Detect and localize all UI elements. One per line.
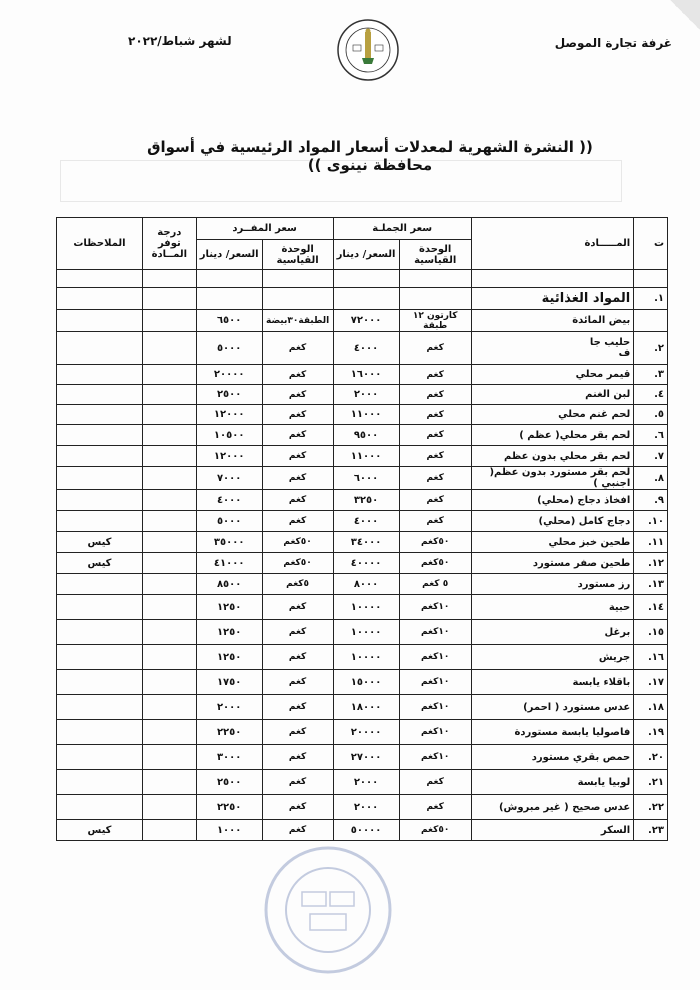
row-item-name: دجاج كامل (محلي) xyxy=(471,511,633,532)
row-retail-unit: الطبقة٣٠بيضة xyxy=(262,310,333,332)
row-note: كيس xyxy=(57,553,143,574)
table-row xyxy=(57,770,668,795)
row-num: .١٨ xyxy=(634,695,668,720)
header-retail-unit: الوحدة القياسية xyxy=(262,240,333,270)
row-note xyxy=(57,446,143,467)
row-wholesale-unit: ١٠كغم xyxy=(399,645,471,670)
row-num: .٢٠ xyxy=(634,745,668,770)
row-num: .٢٣ xyxy=(634,820,668,841)
row-note xyxy=(57,574,143,595)
row-availability xyxy=(142,770,196,795)
row-wholesale-unit: ١٠كغم xyxy=(399,620,471,645)
row-num: .٧ xyxy=(634,446,668,467)
header-notes: الملاحظات xyxy=(57,218,143,270)
row-note xyxy=(57,385,143,405)
row-availability xyxy=(142,820,196,841)
chamber-logo xyxy=(336,18,400,82)
row-wholesale-unit: كغم xyxy=(399,425,471,446)
table-row xyxy=(57,670,668,695)
row-retail-price: ٢٢٥٠ xyxy=(196,720,262,745)
row-note xyxy=(57,310,143,332)
row-wholesale-unit: كارتون ١٢ طبقة xyxy=(399,310,471,332)
price-table xyxy=(56,217,668,841)
row-wholesale-unit: ١٠كغم xyxy=(399,595,471,620)
row-retail-price: ٧٠٠٠ xyxy=(196,467,262,490)
row-availability xyxy=(142,695,196,720)
row-item-name: حبية xyxy=(471,595,633,620)
row-retail-price: ١٧٥٠ xyxy=(196,670,262,695)
row-retail-unit: ٥٠كغم xyxy=(262,553,333,574)
row-retail-price: ٢٠٠٠٠ xyxy=(196,365,262,385)
table-row xyxy=(57,490,668,511)
row-retail-price: ١٠٠٠ xyxy=(196,820,262,841)
row-item-name: لحم بقر محلي بدون عظم xyxy=(471,446,633,467)
row-retail-price: ٨٥٠٠ xyxy=(196,574,262,595)
row-note xyxy=(57,511,143,532)
row-retail-price: ٢٥٠٠ xyxy=(196,770,262,795)
row-note xyxy=(57,405,143,425)
table-row xyxy=(57,645,668,670)
table-row xyxy=(57,405,668,425)
table-row xyxy=(57,620,668,645)
row-wholesale-price: ١٠٠٠٠ xyxy=(333,595,399,620)
row-retail-unit: كغم xyxy=(262,332,333,365)
row-num: .٢٢ xyxy=(634,795,668,820)
row-retail-unit: كغم xyxy=(262,511,333,532)
table-row xyxy=(57,446,668,467)
row-availability xyxy=(142,620,196,645)
table-row xyxy=(57,365,668,385)
row-wholesale-unit: كغم xyxy=(399,332,471,365)
row-retail-price: ٦٥٠٠ xyxy=(196,310,262,332)
row-wholesale-unit: كغم xyxy=(399,405,471,425)
row-availability xyxy=(142,595,196,620)
row-wholesale-price: ٥٠٠٠٠ xyxy=(333,820,399,841)
row-wholesale-price: ٢٠٠٠ xyxy=(333,770,399,795)
row-wholesale-unit: ١٠كغم xyxy=(399,745,471,770)
bulletin-title: (( النشرة الشهرية لمعدلات أسعار المواد الرئيسية في أسواق محافظة نينوى )) xyxy=(147,138,593,174)
table-row xyxy=(57,695,668,720)
header-num: ت xyxy=(634,218,668,270)
row-availability xyxy=(142,645,196,670)
row-note xyxy=(57,332,143,365)
row-wholesale-price: ١٠٠٠٠ xyxy=(333,620,399,645)
row-num: .١٧ xyxy=(634,670,668,695)
row-retail-price: ١٢٠٠٠ xyxy=(196,446,262,467)
row-num: .١٢ xyxy=(634,553,668,574)
row-retail-price: ١٢٥٠ xyxy=(196,645,262,670)
row-availability xyxy=(142,745,196,770)
row-note xyxy=(57,425,143,446)
row-item-name: عدس صحيح ( غير مبروش) xyxy=(471,795,633,820)
row-note xyxy=(57,745,143,770)
row-wholesale-price: ١٦٠٠٠ xyxy=(333,365,399,385)
table-row xyxy=(57,425,668,446)
row-num: .١١ xyxy=(634,532,668,553)
row-num: .٢١ xyxy=(634,770,668,795)
row-retail-unit: كغم xyxy=(262,467,333,490)
row-wholesale-price: ٨٠٠٠ xyxy=(333,574,399,595)
row-wholesale-unit: ٥٠كغم xyxy=(399,820,471,841)
row-num: .٩ xyxy=(634,490,668,511)
row-wholesale-unit: كغم xyxy=(399,795,471,820)
row-note xyxy=(57,670,143,695)
row-retail-price: ١٢٥٠ xyxy=(196,620,262,645)
row-item-name: جريش xyxy=(471,645,633,670)
row-wholesale-unit: ٥٠كغم xyxy=(399,553,471,574)
row-note: كيس xyxy=(57,820,143,841)
row-wholesale-price: ١١٠٠٠ xyxy=(333,405,399,425)
row-wholesale-price: ٢٠٠٠٠ xyxy=(333,720,399,745)
row-retail-price: ٢٢٥٠ xyxy=(196,795,262,820)
row-num: .٥ xyxy=(634,405,668,425)
row-item-name: لوبيا يابسة xyxy=(471,770,633,795)
row-wholesale-unit: ١٠كغم xyxy=(399,695,471,720)
row-item-name: بيض المائدة xyxy=(471,310,633,332)
table-row xyxy=(57,595,668,620)
row-note xyxy=(57,695,143,720)
table-row xyxy=(57,385,668,405)
row-retail-unit: كغم xyxy=(262,620,333,645)
row-wholesale-unit: كغم xyxy=(399,511,471,532)
row-retail-unit: كغم xyxy=(262,820,333,841)
row-availability xyxy=(142,405,196,425)
row-note xyxy=(57,720,143,745)
header-retail: سعر المفــرد xyxy=(196,218,333,240)
row-wholesale-price: ٤٠٠٠٠ xyxy=(333,553,399,574)
section-label: المواد الغذائية xyxy=(471,288,633,310)
row-retail-price: ١٠٥٠٠ xyxy=(196,425,262,446)
header-availability: درجة توفر المــادة xyxy=(142,218,196,270)
row-num: .٤ xyxy=(634,385,668,405)
table-row xyxy=(57,795,668,820)
month-label: لشهر شباط/٢٠٢٢ xyxy=(128,34,232,48)
row-retail-unit: كغم xyxy=(262,670,333,695)
chamber-stamp xyxy=(262,844,394,976)
row-availability xyxy=(142,795,196,820)
row-retail-price: ٤١٠٠٠ xyxy=(196,553,262,574)
row-item-name: فاصوليا يابسة مستوردة xyxy=(471,720,633,745)
row-retail-unit: كغم xyxy=(262,595,333,620)
header-wholesale-price: السعر/ دينار xyxy=(333,240,399,270)
table-row xyxy=(57,574,668,595)
row-retail-price: ٥٠٠٠ xyxy=(196,511,262,532)
row-wholesale-price: ٢٧٠٠٠ xyxy=(333,745,399,770)
row-item-name: السكر xyxy=(471,820,633,841)
row-wholesale-unit: ١٠كغم xyxy=(399,670,471,695)
row-num: .٨ xyxy=(634,467,668,490)
row-item-name: طحين خبز محلي xyxy=(471,532,633,553)
row-note xyxy=(57,365,143,385)
row-retail-unit: كغم xyxy=(262,490,333,511)
row-wholesale-price: ٤٠٠٠ xyxy=(333,511,399,532)
row-availability xyxy=(142,511,196,532)
row-note xyxy=(57,645,143,670)
row-wholesale-price: ١١٠٠٠ xyxy=(333,446,399,467)
row-wholesale-price: ٩٥٠٠ xyxy=(333,425,399,446)
row-wholesale-unit: كغم xyxy=(399,467,471,490)
row-wholesale-unit: ٥٠كغم xyxy=(399,532,471,553)
row-wholesale-price: ٣٢٥٠ xyxy=(333,490,399,511)
row-item-name: برغل xyxy=(471,620,633,645)
row-item-name: حمص بقري مستورد xyxy=(471,745,633,770)
row-wholesale-price: ٤٠٠٠ xyxy=(333,332,399,365)
row-note: كيس xyxy=(57,532,143,553)
row-note xyxy=(57,620,143,645)
row-availability xyxy=(142,446,196,467)
row-wholesale-price: ١٨٠٠٠ xyxy=(333,695,399,720)
row-item-name: افخاذ دجاج (محلي) xyxy=(471,490,633,511)
row-item-name: رز مستورد xyxy=(471,574,633,595)
row-availability xyxy=(142,332,196,365)
row-retail-price: ٣٥٠٠٠ xyxy=(196,532,262,553)
row-availability xyxy=(142,425,196,446)
row-item-name: قيمر محلي xyxy=(471,365,633,385)
row-availability xyxy=(142,385,196,405)
row-availability xyxy=(142,310,196,332)
row-retail-unit: كغم xyxy=(262,695,333,720)
row-num: .١٣ xyxy=(634,574,668,595)
row-item-name: طحين صفر مستورد xyxy=(471,553,633,574)
row-note xyxy=(57,490,143,511)
row-wholesale-unit: كغم xyxy=(399,770,471,795)
row-retail-unit: كغم xyxy=(262,745,333,770)
row-wholesale-unit: كغم xyxy=(399,385,471,405)
row-retail-unit: كغم xyxy=(262,365,333,385)
row-wholesale-unit: ١٠كغم xyxy=(399,720,471,745)
row-item-name: لحم بقر مستورد بدون عظم( اجنبي ) xyxy=(471,467,633,490)
row-item-name: عدس مستورد ( احمر) xyxy=(471,695,633,720)
row-note xyxy=(57,770,143,795)
row-wholesale-price: ١٠٠٠٠ xyxy=(333,645,399,670)
row-availability xyxy=(142,670,196,695)
row-wholesale-price: ٢٠٠٠ xyxy=(333,795,399,820)
row-wholesale-price: ٦٠٠٠ xyxy=(333,467,399,490)
row-num: .١٤ xyxy=(634,595,668,620)
row-retail-price: ٥٠٠٠ xyxy=(196,332,262,365)
row-retail-unit: ٥٠كغم xyxy=(262,532,333,553)
row-availability xyxy=(142,574,196,595)
row-num: .١٠ xyxy=(634,511,668,532)
row-note xyxy=(57,467,143,490)
row-retail-unit: كغم xyxy=(262,770,333,795)
row-retail-price: ١٢٠٠٠ xyxy=(196,405,262,425)
row-item-name: لبن الغنم xyxy=(471,385,633,405)
row-wholesale-price: ١٥٠٠٠ xyxy=(333,670,399,695)
row-wholesale-price: ٢٠٠٠ xyxy=(333,385,399,405)
table-row xyxy=(57,553,668,574)
row-retail-unit: كغم xyxy=(262,720,333,745)
page-fold xyxy=(670,0,700,30)
row-retail-price: ٤٠٠٠ xyxy=(196,490,262,511)
row-retail-unit: كغم xyxy=(262,405,333,425)
row-availability xyxy=(142,553,196,574)
table-row xyxy=(57,745,668,770)
row-wholesale-price: ٣٤٠٠٠ xyxy=(333,532,399,553)
row-note xyxy=(57,795,143,820)
row-num: .٣ xyxy=(634,365,668,385)
row-num: .١٩ xyxy=(634,720,668,745)
header-wholesale: سعر الجملـة xyxy=(333,218,471,240)
row-item-name: حليب جا ف xyxy=(471,332,633,365)
table-row xyxy=(57,532,668,553)
row-retail-price: ٣٠٠٠ xyxy=(196,745,262,770)
table-row xyxy=(57,332,668,365)
section-num: .١ xyxy=(634,288,668,310)
row-availability xyxy=(142,490,196,511)
table-row xyxy=(57,720,668,745)
row-availability xyxy=(142,365,196,385)
row-retail-unit: كغم xyxy=(262,425,333,446)
table-row xyxy=(57,511,668,532)
row-wholesale-unit: كغم xyxy=(399,490,471,511)
row-num: .١٦ xyxy=(634,645,668,670)
row-num: .٢ xyxy=(634,332,668,365)
row-note xyxy=(57,595,143,620)
chamber-name: غرفة تجارة الموصل xyxy=(554,36,672,50)
row-retail-price: ١٢٥٠ xyxy=(196,595,262,620)
row-wholesale-unit: ٥ كغم xyxy=(399,574,471,595)
row-wholesale-unit: كغم xyxy=(399,365,471,385)
header-wholesale-unit: الوحدة القياسية xyxy=(399,240,471,270)
row-retail-unit: كغم xyxy=(262,385,333,405)
row-retail-unit: كغم xyxy=(262,446,333,467)
row-num: .٦ xyxy=(634,425,668,446)
table-row xyxy=(57,820,668,841)
bleed-through-shadow xyxy=(60,160,622,202)
header-item: المـــــادة xyxy=(471,218,633,270)
row-retail-unit: كغم xyxy=(262,645,333,670)
header-retail-price: السعر/ دينار xyxy=(196,240,262,270)
row-wholesale-unit: كغم xyxy=(399,446,471,467)
row-retail-unit: كغم xyxy=(262,795,333,820)
row-wholesale-price: ٧٢٠٠٠ xyxy=(333,310,399,332)
row-item-name: لحم غنم محلي xyxy=(471,405,633,425)
row-retail-price: ٢٥٠٠ xyxy=(196,385,262,405)
row-num xyxy=(634,310,668,332)
table-row xyxy=(57,310,668,332)
row-availability xyxy=(142,467,196,490)
table-row xyxy=(57,467,668,490)
row-item-name: باقلاء يابسة xyxy=(471,670,633,695)
row-num: .١٥ xyxy=(634,620,668,645)
row-item-name: لحم بقر محلي( عظم ) xyxy=(471,425,633,446)
row-retail-unit: ٥كغم xyxy=(262,574,333,595)
row-availability xyxy=(142,532,196,553)
row-availability xyxy=(142,720,196,745)
row-retail-price: ٢٠٠٠ xyxy=(196,695,262,720)
